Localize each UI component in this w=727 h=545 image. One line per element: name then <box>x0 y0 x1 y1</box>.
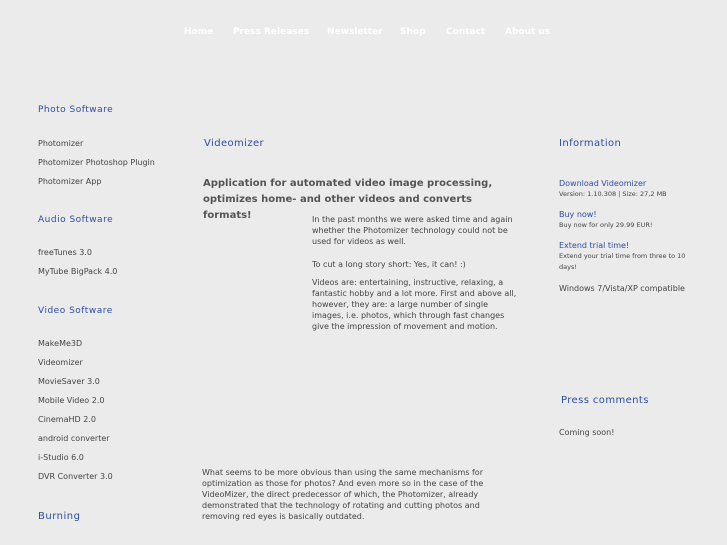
sidebar-item-i-studio[interactable]: i-Studio 6.0 <box>38 453 84 462</box>
sidebar-item-photomizer-app[interactable]: Photomizer App <box>38 177 102 186</box>
compatibility-text: Windows 7/Vista/XP compatible <box>559 284 685 293</box>
intro-paragraph: In the past months we were asked time and again whether the Photomizer technology could not be used for videos as well. <box>312 215 513 246</box>
extend-trial-text: Extend your trial time from three to 10 days! <box>559 252 686 271</box>
sidebar-item-videomizer[interactable]: Videomizer <box>38 358 83 367</box>
sidebar-item-mytube-bigpack[interactable]: MyTube BigPack 4.0 <box>38 267 118 276</box>
information-heading: Information <box>559 138 622 149</box>
short-answer-paragraph: To cut a long story short: Yes, it can! :) <box>312 260 466 269</box>
nav-shop[interactable]: Shop <box>400 27 426 37</box>
comparison-paragraph: What seems to be more obvious than using the same mechanisms for optimization as those for photos? And even more so in the case of the VideoMizer, the direct predecessor of which, the Photomizer, already demonstrated that the technology of rotating and cutting photos and removing red eyes is basically outdated. <box>202 468 484 521</box>
sidebar-item-cinemahd[interactable]: CinemaHD 2.0 <box>38 415 96 424</box>
sidebar-item-freetunes[interactable]: freeTunes 3.0 <box>38 248 92 257</box>
sidebar-item-photomizer[interactable]: Photomizer <box>38 139 84 148</box>
video-software-heading: Video Software <box>38 306 113 316</box>
sidebar-item-moviesaver[interactable]: MovieSaver 3.0 <box>38 377 100 386</box>
nav-contact[interactable]: Contact <box>446 27 486 37</box>
nav-newsletter[interactable]: Newsletter <box>327 27 383 37</box>
top-nav <box>0 27 727 41</box>
version-info: Version: 1.10.308 | Size: 27,2 MB <box>559 190 667 198</box>
burning-heading: Burning <box>38 511 81 522</box>
press-comments-heading: Press comments <box>561 395 649 406</box>
page-title: Videomizer <box>204 138 265 149</box>
press-comments-text: Coming soon! <box>559 428 615 437</box>
page-subtitle: Application for automated video image processing, optimizes home- and other videos and converts formats! <box>203 178 493 221</box>
videos-paragraph: Videos are: entertaining, instructive, relaxing, a fantastic hobby and a lot more. First and above all, however, they are: a large number of single images, i.e. photos, which through fast changes give the impression of movement and motion. <box>312 278 517 331</box>
buy-now-text: Buy now for only 29.99 EUR! <box>559 221 653 229</box>
nav-press-releases[interactable]: Press Releases <box>233 27 310 37</box>
sidebar-item-makeme3d[interactable]: MakeMe3D <box>38 339 83 348</box>
audio-software-heading: Audio Software <box>38 215 114 225</box>
nav-about-us[interactable]: About us <box>505 27 551 37</box>
sidebar-item-dvr-converter[interactable]: DVR Converter 3.0 <box>38 472 113 481</box>
sidebar-item-mobile-video[interactable]: Mobile Video 2.0 <box>38 396 105 405</box>
sidebar-item-android-converter[interactable]: android converter <box>38 434 110 443</box>
sidebar-item-photomizer-photoshop-plugin[interactable]: Photomizer Photoshop Plugin <box>38 158 155 167</box>
download-videomizer-link[interactable]: Download Videomizer <box>559 179 647 188</box>
photo-software-heading: Photo Software <box>38 105 114 115</box>
extend-trial-link[interactable]: Extend trial time! <box>559 241 630 250</box>
nav-home[interactable]: Home <box>184 27 214 37</box>
buy-now-link[interactable]: Buy now! <box>559 210 597 219</box>
